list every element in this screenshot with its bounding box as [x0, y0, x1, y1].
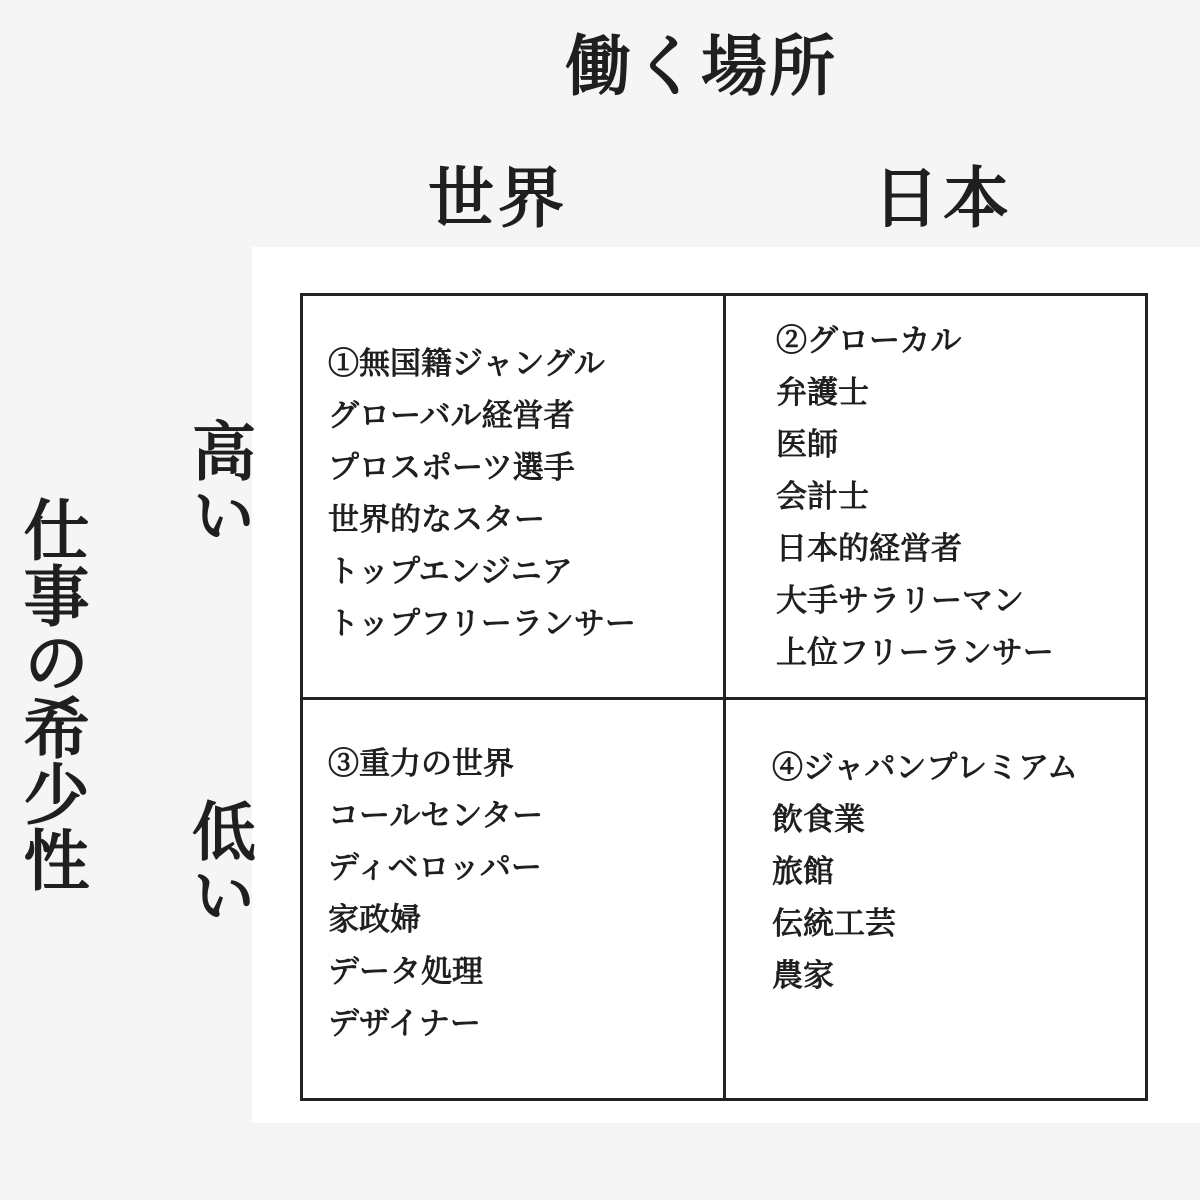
quadrant-item: 上位フリーランサー — [776, 635, 1054, 671]
quadrant-item: コールセンター — [328, 798, 544, 834]
quadrant-item: 会計士 — [776, 479, 869, 515]
quadrant-item: 世界的なスター — [328, 502, 545, 538]
quadrant-item: グローバル経営者 — [328, 398, 575, 434]
quadrant-2 — [776, 315, 1054, 679]
quadrant-item: 飲食業 — [772, 802, 865, 838]
grid-horizontal-divider — [303, 697, 1145, 700]
quadrant-item: 弁護士 — [776, 375, 869, 411]
quadrant-item: 農家 — [772, 958, 834, 994]
quadrant-heading: ④ジャパンプレミアム — [772, 750, 1078, 786]
quadrant-item: 旅館 — [772, 854, 834, 890]
quadrant-1 — [328, 338, 636, 650]
quadrant-item: 日本的経営者 — [776, 531, 962, 567]
quadrant-4 — [772, 742, 1078, 1002]
quadrant-item: 医師 — [776, 427, 838, 463]
axis-label-rarity: 仕事の希少性 — [12, 496, 90, 892]
quadrant-item: プロスポーツ選手 — [328, 450, 575, 486]
quadrant-item: データ処理 — [328, 954, 483, 990]
row-label-high: 高い — [181, 418, 256, 546]
diagram-title: 働く場所 — [565, 27, 837, 105]
quadrant-item: 大手サラリーマン — [776, 583, 1024, 619]
quadrant-item: トップフリーランサー — [328, 606, 636, 642]
quadrant-item: 家政婦 — [328, 902, 421, 938]
quadrant-item: ディベロッパー — [328, 850, 542, 886]
quadrant-item: 伝統工芸 — [772, 906, 896, 942]
quadrant-heading: ③重力の世界 — [328, 746, 514, 782]
quadrant-heading: ②グローカル — [776, 323, 962, 359]
row-label-low: 低い — [181, 798, 256, 926]
column-label-world: 世界 — [428, 159, 568, 237]
quadrant-heading: ①無国籍ジャングル — [328, 346, 605, 382]
quadrant-item: デザイナー — [328, 1006, 481, 1042]
column-label-japan: 日本 — [873, 159, 1013, 237]
quadrant-3 — [328, 738, 543, 1050]
quadrant-item: トップエンジニア — [328, 554, 573, 590]
